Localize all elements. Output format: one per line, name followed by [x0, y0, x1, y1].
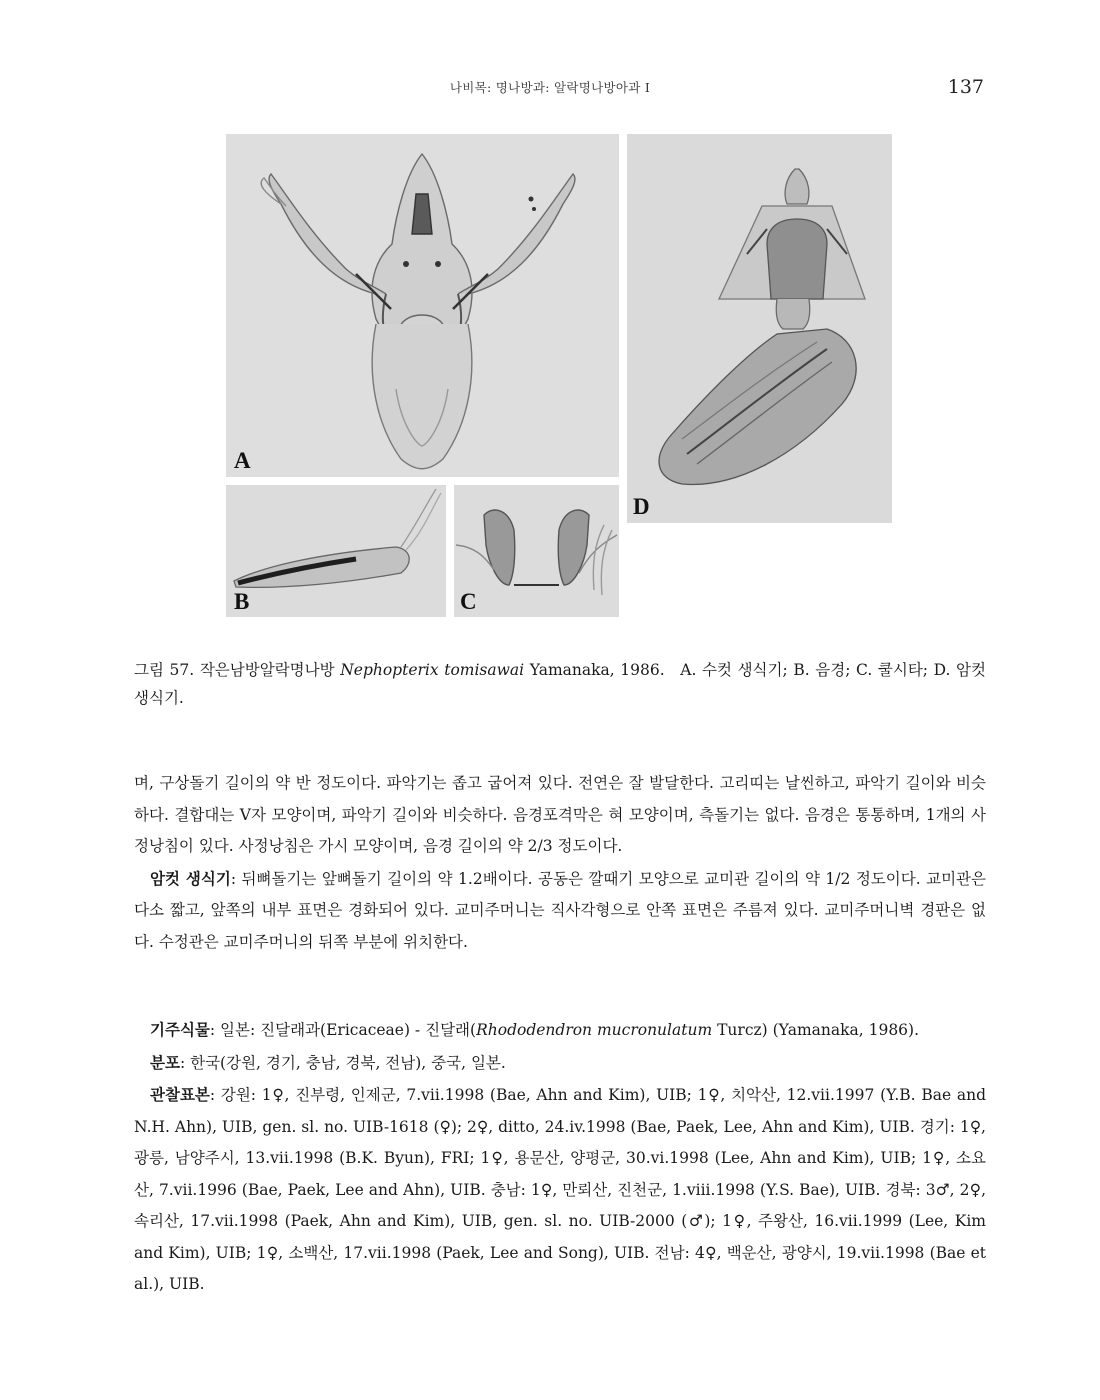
caption-number: 그림 57. — [134, 661, 195, 679]
specimens-text: : 강원: 1♀, 진부령, 인제군, 7.vii.1998 (Bae, Ahn and Kim), UIB; 1♀, 치악산, 12.vii.1997 (Y.B. Bae and N.H. Ahn), UIB, gen. sl. no. UIB-1618 (♀); 2♀, ditto, 24.iv.1998 (Bae, Paek, Lee, Ahn and Kim), UIB. 경기: 1♀, 광릉, 남양주시, 13.vii.1998 (B.K. Byun), FRI; 1♀, 용문산, 양평군, 30.vi.1998 (Lee, Ahn and Kim), UIB; 1♀, 소요산, 7.vii.1996 (Bae, Paek, Lee and Ahn), UIB. 충남: 1♀, 만뢰산, 진천군, 1.viii.1998 (Y.S. Bae), UIB. 경북: 3♂, 2♀, 속리산, 17.vii.1998 (Paek, Ahn and Kim), UIB, gen. sl. no. UIB-2000 (♂); 1♀, 주왕산, 16.vii.1999 (Lee, Kim and Kim), UIB; 1♀, 소백산, 17.vii.1998 (Paek, Lee and Song), UIB. 전남: 4♀, 백운산, 광양시, 19.vii.1998 (Bae et al.), UIB. — [134, 1086, 986, 1293]
distribution-label: 분포 — [150, 1052, 180, 1072]
caption-parts: A. 수컷 생식기; B. 음경; C. 쿨시타; D. 암컷 생식기. — [134, 661, 986, 707]
panel-label-d: D — [633, 494, 650, 519]
male-genitalia-illustration — [226, 134, 619, 477]
figure-panel-a-male-genitalia — [226, 134, 619, 477]
culcita-illustration — [454, 485, 619, 617]
caption-scientific-name: Nephopterix tomisawai — [340, 661, 525, 679]
host-plant-text: : 일본: 진달래과(Ericaceae) - 진달래( — [209, 1021, 477, 1039]
specimens-paragraph — [134, 1079, 986, 1301]
specimen-section — [134, 1014, 986, 1301]
figure-panel-d-female-genitalia — [627, 134, 892, 523]
aedeagus-illustration — [226, 485, 446, 617]
distribution-text: : 한국(강원, 경기, 충남, 경북, 전남), 중국, 일본. — [179, 1053, 506, 1072]
host-plant-text-end: Turcz) (Yamanaka, 1986). — [712, 1021, 920, 1039]
host-plant-paragraph — [134, 1014, 986, 1047]
description-text — [134, 768, 986, 958]
male-genitalia-paragraph: 며, 구상돌기 길이의 약 반 정도이다. 파악기는 좁고 굽어져 있다. 전연은 잘 발달한다. 고리띠는 날씬하고, 파악기 길이와 비슷하다. 결합대는 V자 모양이며, 파악기 길이와 비슷하다. 음경포격막은 혀 모양이며, 측돌기는 없다. 음경은 통통하며, 1개의 사정낭침이 있다. 사정낭침은 가시 모양이며, 음경 길이의 약 2/3 정도이다. — [134, 774, 986, 855]
female-genitalia-label: 암컷 생식기 — [150, 868, 231, 888]
panel-label-b: B — [234, 589, 250, 614]
host-plant-label: 기주식물 — [150, 1020, 210, 1039]
panel-label-a: A — [234, 448, 251, 473]
distribution-paragraph — [134, 1047, 986, 1080]
running-header: 나비목: 명나방과: 알락명나방아과 I — [449, 80, 651, 95]
panel-label-c: C — [460, 589, 477, 614]
specimens-label: 관찰표본 — [150, 1085, 210, 1104]
female-genitalia-illustration — [627, 134, 892, 523]
female-genitalia-text: : 뒤뼈돌기는 앞뼈돌기 길이의 약 1.2배이다. 공동은 깔때기 모양으로 교미관 길이의 약 1/2 정도이다. 교미관은 다소 짧고, 앞쪽의 내부 표면은 경화되어 있다. 교미주머니는 직사각형으로 안쪽 표면은 주름져 있다. 교미주머니벽 경판은 없다. 수정관은 교미주머니의 뒤쪽 부분에 위치한다. — [134, 869, 986, 951]
host-plant-scientific-name: Rhododendron mucronulatum — [476, 1021, 713, 1039]
female-genitalia-paragraph — [134, 863, 986, 959]
page-number: 137 — [947, 76, 984, 98]
figure-panel-b-aedeagus — [226, 485, 446, 617]
caption-korean-name: 작은남방알락명나방 — [199, 661, 335, 679]
figure-panel-c-culcita — [454, 485, 619, 617]
caption-authority: Yamanaka, 1986. — [529, 661, 665, 679]
figure-caption — [134, 656, 986, 712]
